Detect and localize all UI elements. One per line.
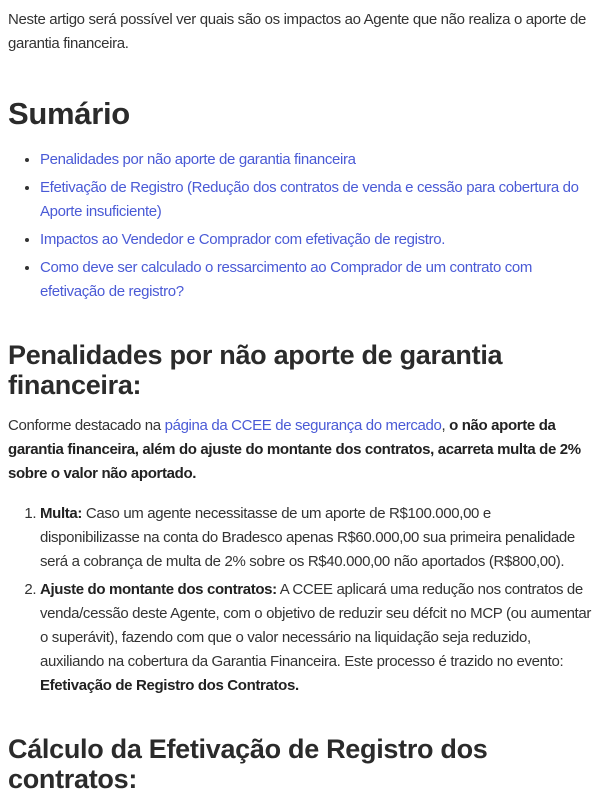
summary-item (40, 228, 592, 252)
section-penalidades-paragraph (8, 414, 592, 486)
para-prefix: Conforme destacado na (8, 417, 165, 434)
summary-link-efetivacao[interactable]: Efetivação de Registro (Redução dos contratos de venda e cessão para cobertura do Aporte insuficiente) (40, 179, 579, 220)
summary-link-ressarcimento[interactable]: Como deve ser calculado o ressarcimento ao Comprador de um contrato com efetivação de registro? (40, 259, 533, 300)
section-calculo-title: Cálculo da Efetivação de Registro dos contratos: (8, 734, 488, 794)
ccee-page-link[interactable]: página da CCEE de segurança do mercado (164, 417, 442, 434)
para-comma: , (441, 417, 450, 434)
penalties-list (8, 502, 592, 698)
summary-link-impactos[interactable]: Impactos ao Vendedor e Comprador com efetivação de registro. (40, 231, 446, 248)
list-item-text: A CCEE aplicará uma redução nos contratos de venda/cessão deste Agente, com o objetivo de reduzir seu défcit no MCP (ou aumentar o superávit), fazendo com que o valor necessário na liquidação seja reduzido, auxiliando na cobertura da Garantia Financeira. Este processo é trazido no evento: (40, 581, 592, 670)
summary-link-penalidades[interactable]: Penalidades por não aporte de garantia financeira (40, 151, 356, 168)
list-item (40, 578, 592, 698)
summary-title: Sumário (8, 96, 130, 131)
summary-list (8, 148, 592, 304)
summary-item (40, 148, 592, 172)
section-penalidades-title: Penalidades por não aporte de garantia financeira: (8, 340, 503, 400)
list-item-text: Caso um agente necessitasse de um aporte de R$100.000,00 e disponibilizasse na conta do Bradesco apenas R$60.000,00 sua primeira penalidade será a cobrança de multa de 2% sobre os R$40.000,00 não aportados (R$800,00). (40, 505, 575, 570)
list-item-suffix: Efetivação de Registro dos Contratos. (40, 677, 299, 694)
list-item (40, 502, 592, 574)
intro-paragraph: Neste artigo será possível ver quais são os impactos ao Agente que não realiza o aporte de garantia financeira. (8, 11, 587, 52)
list-item-label: Ajuste do montante dos contratos: (40, 581, 277, 598)
list-item-label: Multa: (40, 505, 83, 522)
para-bold: o não aporte da garantia financeira, além do ajuste do montante dos contratos, acarreta multa de 2% sobre o valor não aportado. (8, 417, 581, 482)
summary-item (40, 256, 592, 304)
summary-item (40, 176, 592, 224)
